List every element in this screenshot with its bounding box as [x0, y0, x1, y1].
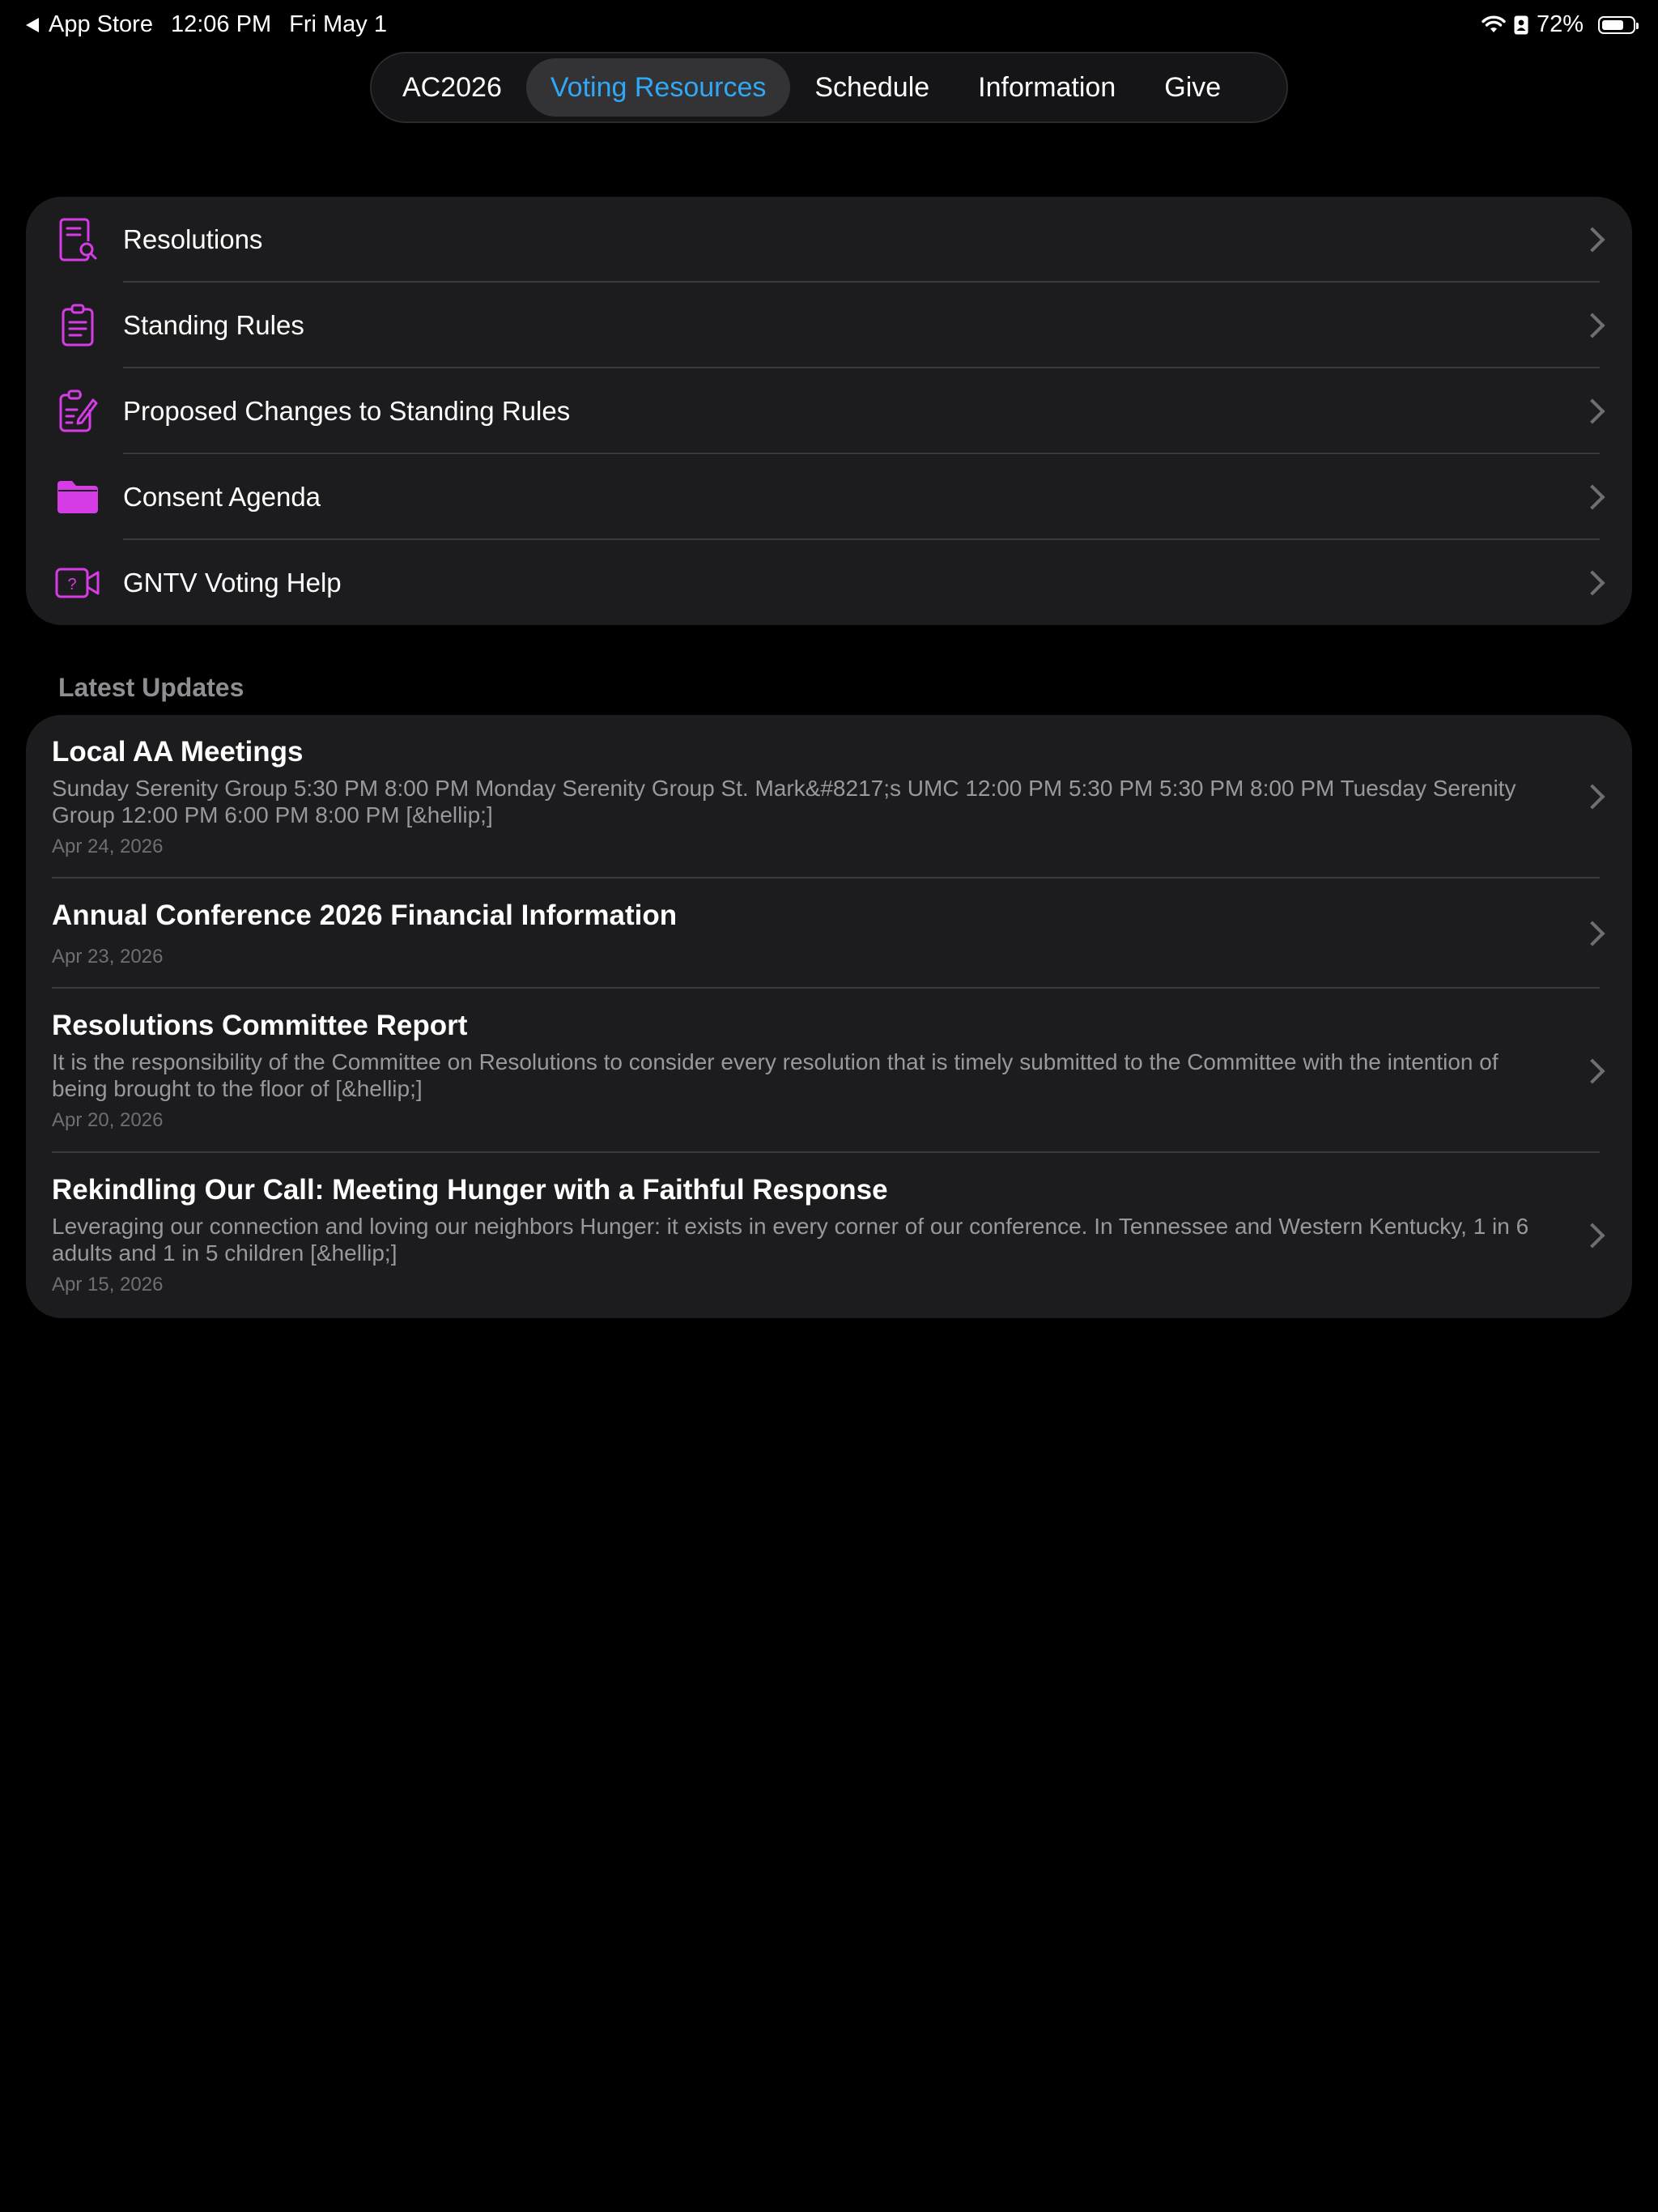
- resource-item-consent-agenda[interactable]: [26, 454, 1632, 540]
- resource-label: Proposed Changes to Standing Rules: [123, 396, 571, 426]
- chevron-right-icon: [1579, 398, 1605, 423]
- chevron-right-icon: [1579, 570, 1605, 595]
- resource-label: GNTV Voting Help: [123, 568, 342, 598]
- top-tab-bar: [370, 52, 1288, 123]
- resource-label: Standing Rules: [123, 310, 304, 340]
- video-help-icon: [55, 560, 100, 606]
- chevron-right-icon: [1579, 921, 1605, 946]
- update-item[interactable]: [26, 989, 1632, 1153]
- clipboard-list-icon: [55, 303, 100, 348]
- update-excerpt: Leveraging our connection and loving our neighbors Hunger: it exists in every corner of our conference. In Tennessee and Western Kentucky, 1 in 6 adults and 1 in 5 children [&hellip;]: [52, 1214, 1529, 1266]
- tab-schedule[interactable]: Schedule: [814, 71, 930, 103]
- voting-resources-list: [26, 197, 1632, 625]
- resource-item-standing-rules[interactable]: [26, 283, 1632, 368]
- latest-updates-heading: Latest Updates: [58, 673, 244, 702]
- clipboard-edit-icon: [55, 389, 100, 434]
- chevron-right-icon: [1579, 313, 1605, 338]
- update-date: Apr 20, 2026: [52, 1109, 164, 1131]
- svg-text:?: ?: [67, 576, 77, 593]
- folder-icon: [55, 474, 100, 520]
- update-title: Resolutions Committee Report: [52, 1010, 468, 1041]
- chevron-right-icon: [1579, 1058, 1605, 1083]
- status-left: [26, 11, 387, 38]
- battery-icon: [1598, 16, 1635, 34]
- update-item[interactable]: [26, 1153, 1632, 1318]
- wifi-icon: [1482, 15, 1506, 35]
- status-date: Fri May 1: [289, 11, 387, 37]
- latest-updates-list: [26, 715, 1632, 1318]
- update-date: Apr 15, 2026: [52, 1274, 164, 1295]
- update-title: Annual Conference 2026 Financial Information: [52, 900, 678, 931]
- back-to-app-store-link[interactable]: App Store: [49, 11, 153, 37]
- status-right: [1482, 11, 1635, 38]
- document-search-icon: [55, 217, 100, 262]
- resource-item-gntv-voting-help[interactable]: [26, 540, 1632, 625]
- status-time: 12:06 PM: [170, 11, 272, 37]
- update-excerpt: It is the responsibility of the Committee on Resolutions to consider every resolution that is timely submitted to the Committee with the intention of being brought to the floor of [&hellip;]: [52, 1049, 1499, 1101]
- update-date: Apr 23, 2026: [52, 946, 164, 968]
- resource-label: Resolutions: [123, 224, 263, 254]
- status-bar: [0, 0, 1658, 52]
- resource-item-resolutions[interactable]: [26, 197, 1632, 283]
- back-triangle-icon[interactable]: [26, 18, 39, 32]
- battery-fill: [1602, 20, 1623, 30]
- chevron-right-icon: [1579, 784, 1605, 809]
- tab-give[interactable]: Give: [1164, 71, 1222, 103]
- update-title: Rekindling Our Call: Meeting Hunger with a Faithful Response: [52, 1174, 888, 1206]
- tab-voting-resources[interactable]: Voting Resources: [526, 58, 791, 117]
- contact-card-icon: [1514, 15, 1528, 35]
- update-excerpt: Sunday Serenity Group 5:30 PM 8:00 PM Monday Serenity Group St. Mark&#8217;s UMC 12:00 PM 5:30 PM 5:30 PM 8:00 PM Tuesday Serenity Group 12:00 PM 6:00 PM 8:00 PM [&hellip;]: [52, 776, 1516, 827]
- update-date: Apr 24, 2026: [52, 836, 164, 857]
- battery-percent: 72%: [1536, 11, 1584, 37]
- update-title: Local AA Meetings: [52, 736, 304, 768]
- chevron-right-icon: [1579, 227, 1605, 252]
- update-item[interactable]: [26, 715, 1632, 878]
- chevron-right-icon: [1579, 484, 1605, 509]
- resource-item-proposed-changes[interactable]: [26, 368, 1632, 454]
- update-item[interactable]: [26, 878, 1632, 989]
- chevron-right-icon: [1579, 1223, 1605, 1248]
- tab-information[interactable]: Information: [978, 71, 1116, 103]
- tab-ac2026[interactable]: AC2026: [402, 71, 502, 103]
- resource-label: Consent Agenda: [123, 482, 321, 512]
